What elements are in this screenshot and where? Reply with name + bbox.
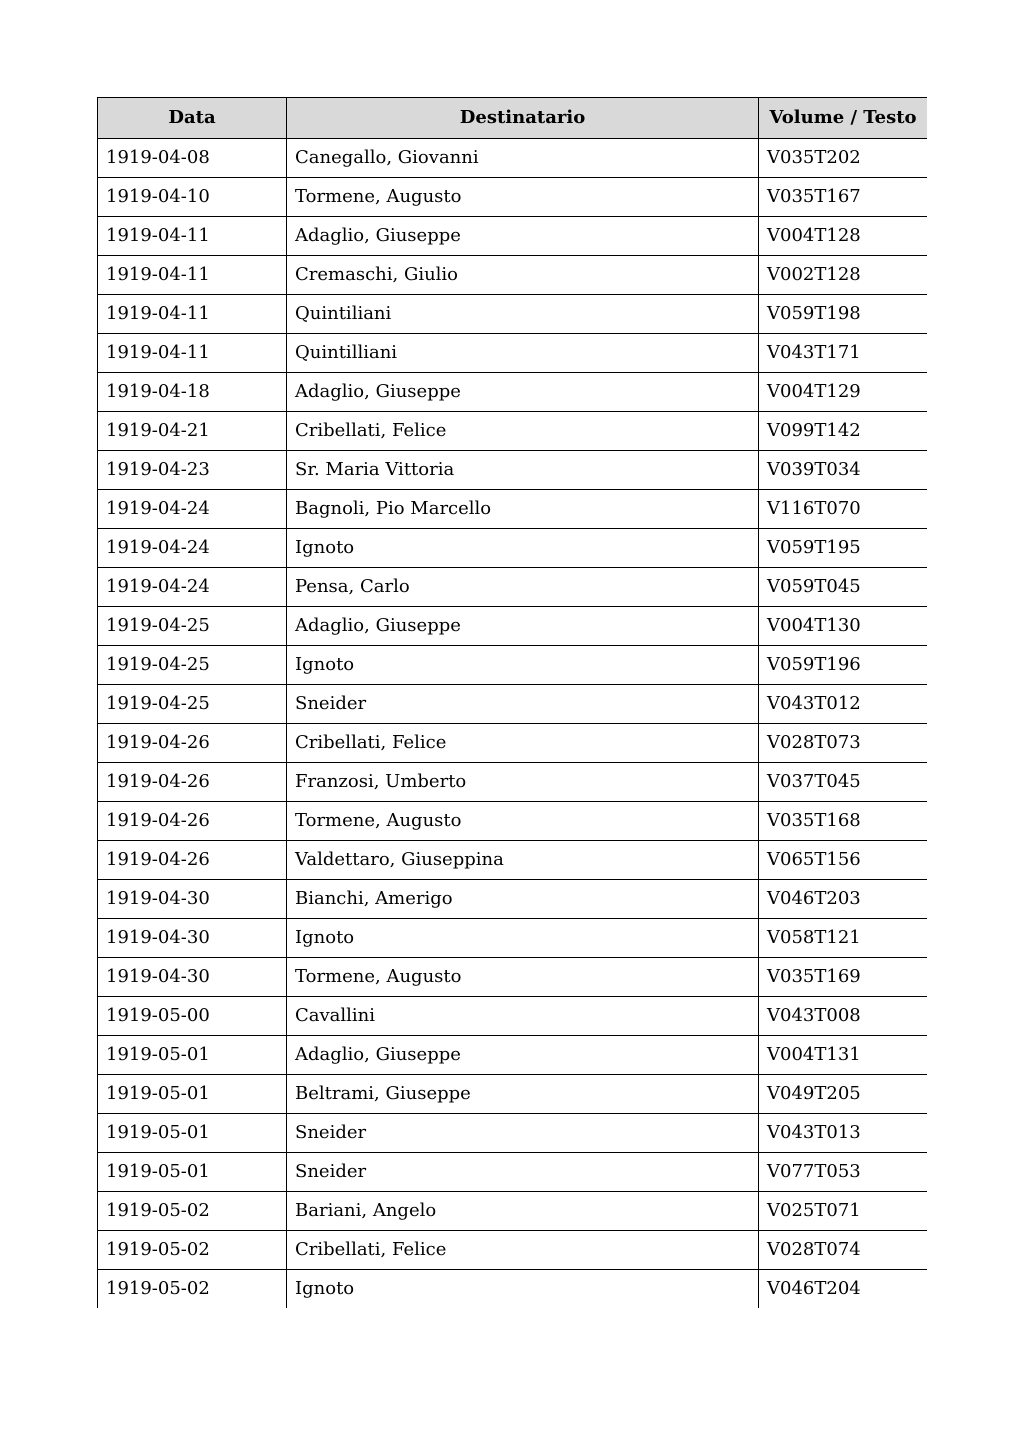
cell-recipient: Cribellati, Felice (287, 724, 759, 763)
cell-recipient: Bianchi, Amerigo (287, 880, 759, 919)
cell-date: 1919-04-18 (98, 373, 287, 412)
table-row (98, 1153, 928, 1192)
cell-recipient: Bariani, Angelo (287, 1192, 759, 1231)
cell-date: 1919-04-26 (98, 724, 287, 763)
cell-date: 1919-04-23 (98, 451, 287, 490)
cell-volume: V043T013 (759, 1114, 928, 1153)
cell-date: 1919-04-11 (98, 217, 287, 256)
cell-date: 1919-04-21 (98, 412, 287, 451)
cell-date: 1919-04-30 (98, 880, 287, 919)
cell-volume: V035T167 (759, 178, 928, 217)
cell-volume: V004T128 (759, 217, 928, 256)
table-row (98, 373, 928, 412)
cell-recipient: Canegallo, Giovanni (287, 139, 759, 178)
table-row (98, 295, 928, 334)
cell-recipient: Franzosi, Umberto (287, 763, 759, 802)
table-header (98, 98, 928, 139)
cell-recipient: Cribellati, Felice (287, 1231, 759, 1270)
cell-volume: V043T171 (759, 334, 928, 373)
cell-date: 1919-04-24 (98, 568, 287, 607)
cell-date: 1919-05-01 (98, 1114, 287, 1153)
table-row (98, 568, 928, 607)
cell-volume: V058T121 (759, 919, 928, 958)
cell-date: 1919-04-26 (98, 802, 287, 841)
cell-date: 1919-05-02 (98, 1270, 287, 1309)
cell-date: 1919-04-26 (98, 763, 287, 802)
cell-recipient: Quintiliani (287, 295, 759, 334)
table-row (98, 841, 928, 880)
cell-recipient: Sneider (287, 685, 759, 724)
table-body (98, 139, 928, 1309)
table-row (98, 1231, 928, 1270)
cell-recipient: Adaglio, Giuseppe (287, 373, 759, 412)
cell-date: 1919-04-11 (98, 295, 287, 334)
cell-date: 1919-04-26 (98, 841, 287, 880)
table-row (98, 1036, 928, 1075)
cell-recipient: Ignoto (287, 646, 759, 685)
cell-date: 1919-04-11 (98, 256, 287, 295)
header-volume: Volume / Testo (759, 98, 928, 139)
cell-volume: V059T198 (759, 295, 928, 334)
cell-date: 1919-04-08 (98, 139, 287, 178)
cell-volume: V049T205 (759, 1075, 928, 1114)
cell-recipient: Sneider (287, 1153, 759, 1192)
cell-date: 1919-05-01 (98, 1036, 287, 1075)
table-row (98, 880, 928, 919)
cell-volume: V035T169 (759, 958, 928, 997)
cell-date: 1919-05-01 (98, 1153, 287, 1192)
cell-volume: V004T129 (759, 373, 928, 412)
cell-volume: V035T202 (759, 139, 928, 178)
cell-volume: V028T074 (759, 1231, 928, 1270)
cell-recipient: Cremaschi, Giulio (287, 256, 759, 295)
cell-recipient: Quintilliani (287, 334, 759, 373)
table-row (98, 529, 928, 568)
cell-date: 1919-04-11 (98, 334, 287, 373)
cell-volume: V059T195 (759, 529, 928, 568)
cell-date: 1919-04-30 (98, 958, 287, 997)
cell-volume: V059T196 (759, 646, 928, 685)
table-row (98, 1192, 928, 1231)
header-date: Data (98, 98, 287, 139)
cell-date: 1919-04-10 (98, 178, 287, 217)
cell-date: 1919-05-02 (98, 1192, 287, 1231)
cell-recipient: Tormene, Augusto (287, 958, 759, 997)
table-row (98, 1075, 928, 1114)
cell-date: 1919-04-24 (98, 490, 287, 529)
table-row (98, 451, 928, 490)
cell-recipient: Valdettaro, Giuseppina (287, 841, 759, 880)
cell-volume: V037T045 (759, 763, 928, 802)
cell-volume: V116T070 (759, 490, 928, 529)
cell-volume: V099T142 (759, 412, 928, 451)
table-row (98, 958, 928, 997)
table-row (98, 997, 928, 1036)
cell-date: 1919-04-25 (98, 685, 287, 724)
cell-volume: V039T034 (759, 451, 928, 490)
cell-volume: V043T008 (759, 997, 928, 1036)
table-row (98, 763, 928, 802)
cell-volume: V065T156 (759, 841, 928, 880)
cell-recipient: Ignoto (287, 919, 759, 958)
letters-table (97, 97, 927, 1308)
table-row (98, 256, 928, 295)
cell-date: 1919-04-25 (98, 607, 287, 646)
cell-recipient: Ignoto (287, 1270, 759, 1309)
cell-volume: V046T204 (759, 1270, 928, 1309)
cell-date: 1919-05-00 (98, 997, 287, 1036)
cell-volume: V004T130 (759, 607, 928, 646)
table-row (98, 646, 928, 685)
table-row (98, 178, 928, 217)
cell-recipient: Sneider (287, 1114, 759, 1153)
cell-recipient: Pensa, Carlo (287, 568, 759, 607)
cell-recipient: Beltrami, Giuseppe (287, 1075, 759, 1114)
cell-volume: V004T131 (759, 1036, 928, 1075)
table-row (98, 802, 928, 841)
cell-volume: V025T071 (759, 1192, 928, 1231)
cell-date: 1919-05-01 (98, 1075, 287, 1114)
table-row (98, 724, 928, 763)
cell-recipient: Tormene, Augusto (287, 178, 759, 217)
cell-recipient: Cribellati, Felice (287, 412, 759, 451)
cell-volume: V028T073 (759, 724, 928, 763)
table-row (98, 334, 928, 373)
cell-volume: V046T203 (759, 880, 928, 919)
header-recipient: Destinatario (287, 98, 759, 139)
cell-volume: V043T012 (759, 685, 928, 724)
cell-date: 1919-04-24 (98, 529, 287, 568)
cell-date: 1919-04-25 (98, 646, 287, 685)
cell-recipient: Adaglio, Giuseppe (287, 1036, 759, 1075)
cell-volume: V059T045 (759, 568, 928, 607)
cell-recipient: Ignoto (287, 529, 759, 568)
table-row (98, 139, 928, 178)
table-row (98, 685, 928, 724)
cell-recipient: Sr. Maria Vittoria (287, 451, 759, 490)
cell-recipient: Tormene, Augusto (287, 802, 759, 841)
cell-recipient: Adaglio, Giuseppe (287, 607, 759, 646)
header-row (98, 98, 928, 139)
cell-volume: V035T168 (759, 802, 928, 841)
cell-recipient: Adaglio, Giuseppe (287, 217, 759, 256)
table-row (98, 1114, 928, 1153)
cell-date: 1919-05-02 (98, 1231, 287, 1270)
table-row (98, 1270, 928, 1309)
table-row (98, 412, 928, 451)
table-row (98, 217, 928, 256)
table-row (98, 919, 928, 958)
cell-recipient: Bagnoli, Pio Marcello (287, 490, 759, 529)
cell-volume: V002T128 (759, 256, 928, 295)
cell-volume: V077T053 (759, 1153, 928, 1192)
table-row (98, 607, 928, 646)
table-row (98, 490, 928, 529)
cell-recipient: Cavallini (287, 997, 759, 1036)
cell-date: 1919-04-30 (98, 919, 287, 958)
letters-table-container (97, 97, 927, 1312)
